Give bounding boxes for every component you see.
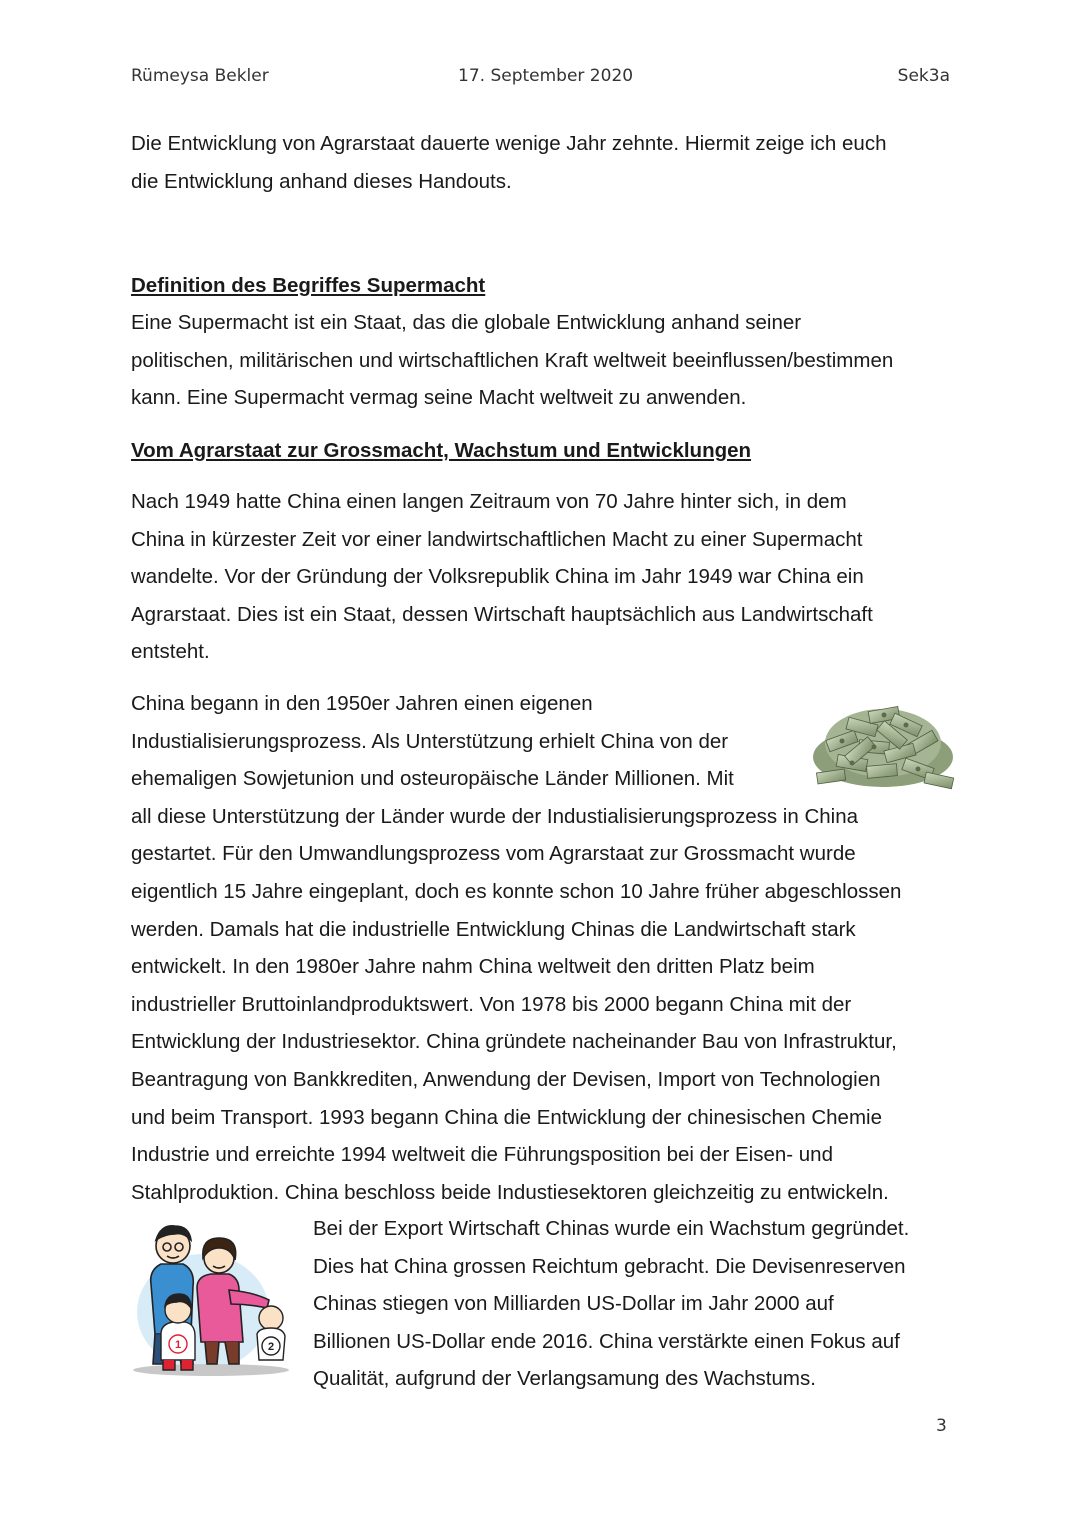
text-line: wandelte. Vor der Gründung der Volksrepublik China im Jahr 1949 war China ein	[131, 565, 864, 589]
text-line: kann. Eine Supermacht vermag seine Macht weltweit zu anwenden.	[131, 386, 747, 410]
text-line: Nach 1949 hatte China einen langen Zeitraum von 70 Jahre hinter sich, in dem	[131, 490, 847, 513]
text-line: Die Entwicklung von Agrarstaat dauerte wenige Jahr zehnte. Hiermit zeige ich euch	[131, 132, 887, 155]
text-line: eigentlich 15 Jahre eingeplant, doch es konnte schon 10 Jahre früher abgeschlossen	[131, 879, 902, 903]
definition-heading: Definition des Begriffes Supermacht	[131, 274, 486, 297]
text-line: all diese Unterstützung der Länder wurde der Industialisierungsprozess in China	[131, 804, 859, 828]
text-line: die Entwicklung anhand dieses Handouts.	[131, 169, 512, 193]
growth-paragraph-3	[131, 1210, 953, 1398]
growth-paragraph-2	[131, 685, 953, 1211]
header-author: Rümeysa Bekler	[131, 66, 269, 86]
text-line: Stahlproduktion. China beschloss beide Industiesektoren gleichzeitig zu entwickeln.	[131, 1180, 889, 1204]
page-number: 3	[936, 1416, 947, 1436]
text-line: China in kürzester Zeit vor einer landwirtschaftlichen Macht zu einer Supermacht	[131, 527, 863, 551]
kid-number-2: 2	[267, 1341, 275, 1353]
text-line: Qualität, aufgrund der Verlangsamung des Wachstums.	[313, 1367, 816, 1391]
page-header	[131, 66, 950, 92]
text-line: Dies hat China grossen Reichtum gebracht. Die Devisenreserven	[313, 1254, 906, 1278]
header-class: Sek3a	[897, 66, 950, 86]
text-line: industrieller Bruttoinlandproduktswert. Von 1978 bis 2000 begann China mit der	[131, 992, 852, 1016]
text-line: Chinas stiegen von Milliarden US-Dollar im Jahr 2000 auf	[313, 1292, 834, 1316]
money-pile-icon	[807, 685, 957, 797]
growth-heading: Vom Agrarstaat zur Grossmacht, Wachstum und Entwicklungen	[131, 439, 752, 462]
definition-paragraph	[131, 304, 953, 417]
header-date: 17. September 2020	[458, 66, 634, 86]
text-line: Beantragung von Bankkrediten, Anwendung der Devisen, Import von Technologien	[131, 1067, 881, 1091]
family-cartoon-icon	[131, 1214, 299, 1380]
growth-paragraph-1	[131, 483, 953, 671]
text-line: gestartet. Für den Umwandlungsprozess vom Agrarstaat zur Grossmacht wurde	[131, 842, 856, 866]
text-line: Eine Supermacht ist ein Staat, das die globale Entwicklung anhand seiner	[131, 311, 802, 334]
text-line: werden. Damals hat die industrielle Entwicklung Chinas die Landwirtschaft stark	[131, 917, 856, 941]
text-line: Entwicklung der Industriesektor. China gründete nacheinander Bau von Infrastruktur,	[131, 1030, 897, 1054]
text-line: politischen, militärischen und wirtschaftlichen Kraft weltweit beeinflussen/bestimmen	[131, 348, 894, 372]
kid-number-1: 1	[174, 1339, 182, 1351]
text-line: und beim Transport. 1993 begann China die Entwicklung der chinesischen Chemie	[131, 1105, 882, 1129]
text-line: Billionen US-Dollar ende 2016. China verstärkte einen Fokus auf	[313, 1329, 900, 1353]
text-line: Industialisierungsprozess. Als Unterstützung erhielt China von der	[131, 729, 729, 753]
intro-paragraph	[131, 125, 953, 200]
text-line: Bei der Export Wirtschaft Chinas wurde ein Wachstum gegründet.	[313, 1217, 910, 1240]
text-line: ehemaligen Sowjetunion und osteuropäische Länder Millionen. Mit	[131, 767, 734, 791]
text-line: entsteht.	[131, 640, 210, 664]
text-line: Agrarstaat. Dies ist ein Staat, dessen Wirtschaft hauptsächlich aus Landwirtschaft	[131, 602, 873, 626]
text-line: China begann in den 1950er Jahren einen eigenen	[131, 692, 593, 715]
text-line: entwickelt. In den 1980er Jahre nahm China weltweit den dritten Platz beim	[131, 955, 815, 979]
text-line: Industrie und erreichte 1994 weltweit die Führungsposition bei der Eisen- und	[131, 1143, 833, 1167]
